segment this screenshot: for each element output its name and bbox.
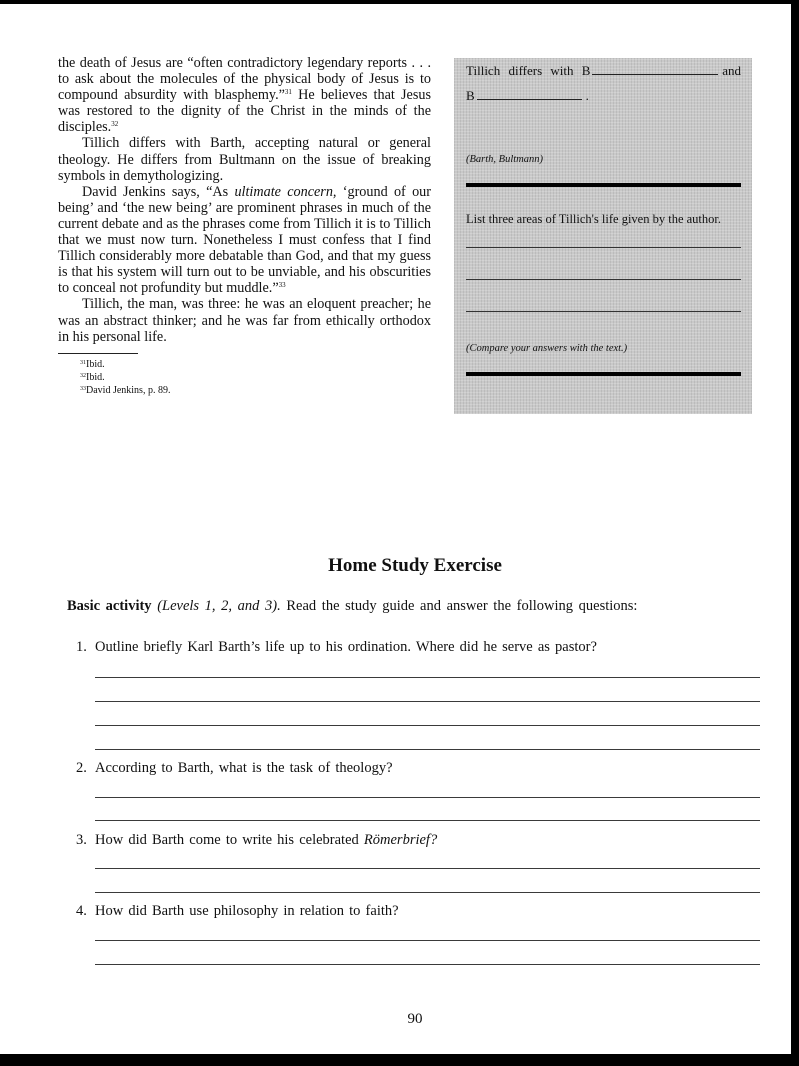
section-title: Home Study Exercise: [328, 555, 502, 576]
fill-in-question-1: Tillich differs with B and: [466, 63, 741, 78]
list-question-prompt: List three areas of Tillich's life given by the author.: [466, 212, 721, 226]
question-4: 4. How did Barth use philosophy in relation to faith?: [76, 903, 399, 919]
answer-line[interactable]: [95, 820, 760, 821]
answer-line[interactable]: [95, 749, 760, 750]
answer-line[interactable]: [466, 311, 741, 312]
programmed-learning-box: [454, 58, 752, 414]
answer-line[interactable]: [95, 868, 760, 869]
exercise-instructions: Basic activity (Levels 1, 2, and 3). Read the study guide and answer the following questions:: [67, 598, 638, 614]
fill-in-blank[interactable]: [592, 73, 718, 75]
answer-line[interactable]: [95, 964, 760, 965]
scan-edge-bottom: [0, 1054, 799, 1066]
scan-edge-top: [0, 0, 799, 4]
footnotes: [58, 358, 431, 397]
paragraph-3: David Jenkins says, “As ultimate concern, ‘ground of our being’ and ‘the new being’ are prominent phrases in much of the current debate and as the phrases come from Tillich it is to Tillich that we must now turn. Nonetheless I must confess that I find Tillich considerably more debatable than God, and that my guess is that his system will turn out to be unviable, and his obscurities to conceal not profundity but muddle.”$^{33}$: [58, 183, 431, 297]
footnote: $^{31}$Ibid.: [80, 358, 105, 370]
fill-in-question-1-line-2: B .: [466, 88, 589, 103]
answer-line[interactable]: [466, 279, 741, 280]
footnote-ref: 33: [278, 281, 286, 290]
answer-line[interactable]: [95, 701, 760, 702]
fill-in-blank[interactable]: [477, 98, 582, 100]
footnote-ref: 31: [284, 88, 292, 97]
question-2: 2. According to Barth, what is the task of theology?: [76, 760, 393, 776]
paragraph-4: Tillich, the man, was three: he was an eloquent preacher; he was an abstract thinker; and he was far from ethically orthodox in his personal life.: [58, 296, 431, 345]
answer-line[interactable]: [95, 797, 760, 798]
answer-line[interactable]: [95, 677, 760, 678]
section-divider: [466, 372, 741, 376]
footnote: $^{33}$David Jenkins, p. 89.: [80, 384, 171, 396]
scan-edge-right: [791, 0, 799, 1066]
answer-hint: (Compare your answers with the text.): [466, 343, 628, 354]
footnote-divider: [58, 353, 138, 354]
page-number: 90: [407, 1011, 423, 1027]
answer-line[interactable]: [95, 940, 760, 941]
paragraph-1: the death of Jesus are “often contradictory legendary reports . . . to ask about the molecules of the physical body of Jesus is to compound absurdity with blasphemy.”$^{31}$ He believes that Jesus was restored to the dignity of the Christ in the minds of the disciples.$^{32}$: [58, 55, 431, 136]
question-3: 3. How did Barth come to write his celebrated Römerbrief?: [76, 832, 438, 848]
answer-hint: (Barth, Bultmann): [466, 154, 543, 165]
answer-line[interactable]: [95, 892, 760, 893]
section-divider: [466, 183, 741, 187]
footnote: $^{32}$Ibid.: [80, 371, 105, 383]
question-1: 1. Outline briefly Karl Barth’s life up to his ordination. Where did he serve as pastor?: [76, 639, 597, 655]
footnote-ref: 32: [111, 120, 119, 129]
answer-line[interactable]: [95, 725, 760, 726]
answer-line[interactable]: [466, 247, 741, 248]
body-text-column: [58, 55, 431, 397]
paragraph-2: Tillich differs with Barth, accepting natural or general theology. He differs from Bultmann on the issue of breaking symbols in demythologizing.: [58, 135, 431, 184]
